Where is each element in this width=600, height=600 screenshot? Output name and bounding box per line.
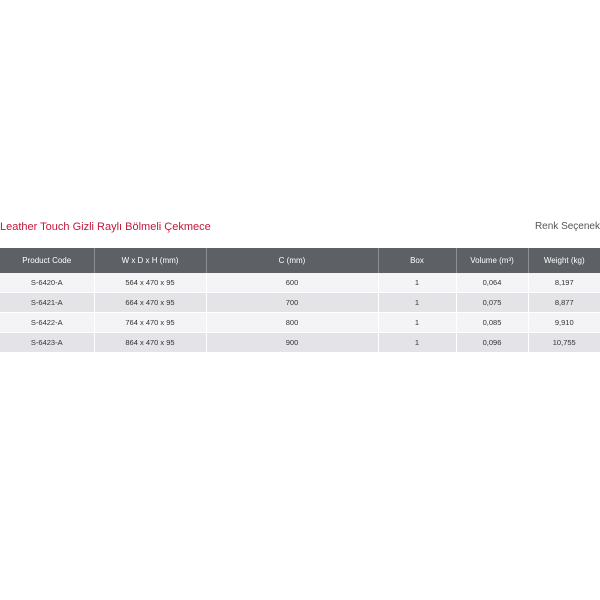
column-header-box: Box (378, 248, 456, 273)
cell-c: 700 (206, 293, 378, 313)
cell-volume: 0,096 (456, 333, 528, 353)
cell-c: 900 (206, 333, 378, 353)
cell-volume: 0,075 (456, 293, 528, 313)
cell-box: 1 (378, 313, 456, 333)
column-header-weight: Weight (kg) (528, 248, 600, 273)
table-row (0, 273, 600, 293)
cell-c: 800 (206, 313, 378, 333)
cell-volume: 0,085 (456, 313, 528, 333)
cell-product-code: S-6422-A (0, 313, 94, 333)
cell-box: 1 (378, 333, 456, 353)
table-row (0, 313, 600, 333)
cell-weight: 8,877 (528, 293, 600, 313)
cell-product-code: S-6423-A (0, 333, 94, 353)
column-header-dimensions: W x D x H (mm) (94, 248, 206, 273)
table-row (0, 293, 600, 313)
cell-product-code: S-6421-A (0, 293, 94, 313)
cell-weight: 10,755 (528, 333, 600, 353)
cell-dimensions: 664 x 470 x 95 (94, 293, 206, 313)
cell-dimensions: 864 x 470 x 95 (94, 333, 206, 353)
cell-c: 600 (206, 273, 378, 293)
column-header-product-code: Product Code (0, 248, 94, 273)
cell-box: 1 (378, 273, 456, 293)
color-options-link[interactable]: Renk Seçenek (534, 221, 600, 232)
column-header-c: C (mm) (206, 248, 378, 273)
cell-product-code: S-6420-A (0, 273, 94, 293)
table-header-row (0, 248, 600, 273)
column-header-volume: Volume (m³) (456, 248, 528, 273)
cell-dimensions: 564 x 470 x 95 (94, 273, 206, 293)
cell-box: 1 (378, 293, 456, 313)
cell-weight: 9,910 (528, 313, 600, 333)
cell-weight: 8,197 (528, 273, 600, 293)
spec-table (0, 248, 600, 353)
cell-volume: 0,064 (456, 273, 528, 293)
product-title: Leather Touch Gizli Raylı Bölmeli Çekmece (0, 221, 211, 233)
table-row (0, 333, 600, 353)
cell-dimensions: 764 x 470 x 95 (94, 313, 206, 333)
